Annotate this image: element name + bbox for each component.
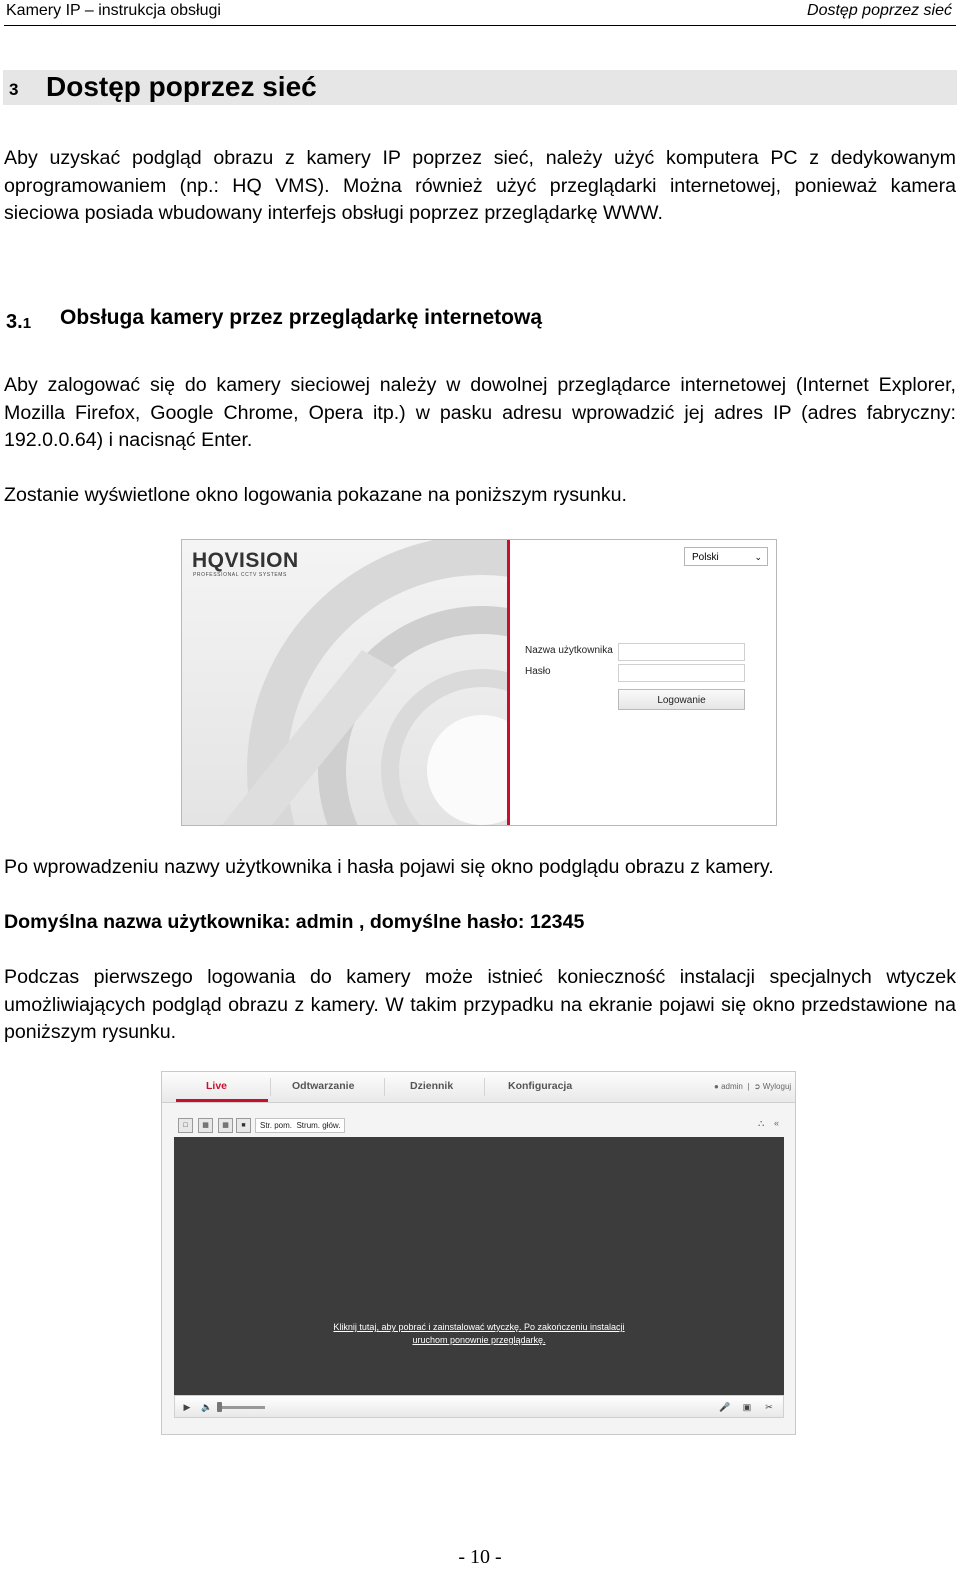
lens-graphic <box>182 540 507 825</box>
username-input[interactable] <box>618 643 745 661</box>
header-right-title: Dostęp poprzez sieć <box>807 2 952 19</box>
user-icon: ● <box>714 1082 719 1091</box>
main-tab-bar <box>162 1072 795 1103</box>
live-view-screenshot <box>161 1071 796 1435</box>
tab-separator <box>484 1078 485 1096</box>
section-number: 3.1 <box>6 311 32 333</box>
stream-select[interactable] <box>255 1118 345 1133</box>
main-stream-option[interactable]: Strum. głów. <box>296 1121 341 1130</box>
volume-slider[interactable] <box>219 1406 265 1409</box>
camera-snapshot-icon[interactable]: ▣ <box>742 1402 752 1412</box>
header-left-title: Kamery IP – instrukcja obsługi <box>6 2 221 19</box>
language-select[interactable] <box>684 547 768 566</box>
logo-subtitle: PROFESSIONAL CCTV SYSTEMS <box>193 572 287 578</box>
tab-separator <box>270 1078 271 1096</box>
chevron-down-icon: ⌄ <box>754 552 762 562</box>
plugin-download-link[interactable] <box>174 1321 784 1347</box>
tab-configuration[interactable]: Konfiguracja <box>508 1080 573 1092</box>
sub-stream-option[interactable]: Str. pom. <box>260 1121 293 1130</box>
active-tab-indicator <box>176 1099 268 1102</box>
hqvision-logo: HQVISION <box>192 549 299 572</box>
login-background-graphic <box>182 540 507 825</box>
volume-slider-handle[interactable] <box>217 1402 222 1412</box>
chapter-number: 3 <box>9 80 19 99</box>
playback-control-bar <box>174 1395 784 1418</box>
window-size-icon[interactable]: ▦ <box>198 1118 213 1133</box>
view-toolbar <box>174 1118 786 1136</box>
volume-icon[interactable]: 🔈 <box>201 1402 213 1412</box>
video-viewer[interactable] <box>174 1137 784 1395</box>
password-input[interactable] <box>618 664 745 682</box>
fullscreen-icon[interactable]: ■ <box>236 1118 251 1133</box>
username-display: admin <box>721 1082 743 1091</box>
collapse-panel-icon[interactable]: « <box>774 1118 780 1128</box>
section-title: Obsługa kamery przez przeglądarkę internetową <box>60 306 542 329</box>
window-grid-icon[interactable]: ▦ <box>218 1118 233 1133</box>
ptz-icon[interactable]: ⛬ <box>758 1118 765 1128</box>
tab-live[interactable]: Live <box>206 1080 228 1092</box>
password-label: Hasło <box>525 666 551 677</box>
window-1x1-icon[interactable]: □ <box>178 1118 193 1133</box>
tab-playback[interactable]: Odtwarzanie <box>292 1080 355 1092</box>
microphone-icon[interactable]: 🎤 <box>719 1402 731 1412</box>
user-area: ● admin | ➲ Wyloguj <box>714 1082 792 1091</box>
plugin-link-line-2[interactable]: uruchom ponownie przeglądarkę. <box>412 1335 546 1345</box>
play-icon[interactable]: ▶ <box>183 1402 191 1412</box>
tab-separator <box>384 1078 385 1096</box>
login-window-screenshot <box>181 539 777 826</box>
plugin-link-line-1[interactable]: Kliknij tutaj, aby pobrać i zainstalować wtyczkę. Po zakończeniu instalacji <box>333 1322 625 1332</box>
tab-log[interactable]: Dziennik <box>410 1080 454 1092</box>
login-instructions-paragraph: Aby zalogować się do kamery sieciowej należy w dowolnej przeglądarce internetowej (Internet Explorer, Mozilla Firefox, Google Chrome, Opera itp.) w pasku adresu wprowadzić jej adres IP (adres fabryczny: 192.0.0.64) i nacisnąć Enter. <box>4 374 956 451</box>
red-divider <box>507 540 510 825</box>
logout-link[interactable]: Wyloguj <box>762 1082 792 1091</box>
plugin-paragraph: Podczas pierwszego logowania do kamery może istnieć konieczność instalacji specjalnych wtyczek umożliwiających podgląd obrazu z kamery. W takim przypadku na ekranie pojawi się okno przedstawione na poniższym rysunku. <box>4 966 956 1043</box>
after-login-paragraph: Po wprowadzeniu nazwy użytkownika i hasła pojawi się okno podglądu obrazu z kamery. <box>4 856 774 878</box>
intro-paragraph: Aby uzyskać podgląd obrazu z kamery IP poprzez sieć, należy użyć komputera PC z dedykowanym oprogramowaniem (np.: HQ VMS). Można również użyć przeglądarki internetowej, ponieważ kamera sieciowa posiada wbudowany interfejs obsługi poprzez przeglądarkę WWW. <box>4 147 956 224</box>
default-credentials: Domyślna nazwa użytkownika: admin , domyślne hasło: 12345 <box>4 911 585 933</box>
chapter-title: Dostęp poprzez sieć <box>46 71 317 102</box>
header-rule <box>4 25 956 26</box>
login-button[interactable]: Logowanie <box>618 689 745 710</box>
logout-icon: ➲ <box>753 1082 761 1091</box>
language-value: Polski <box>692 552 719 563</box>
page-number: - 10 - <box>458 1546 502 1568</box>
login-window-caption: Zostanie wyświetlone okno logowania pokazane na poniższym rysunku. <box>4 484 627 506</box>
username-label: Nazwa użytkownika <box>525 645 613 656</box>
record-clip-icon[interactable]: ✂ <box>765 1402 773 1412</box>
